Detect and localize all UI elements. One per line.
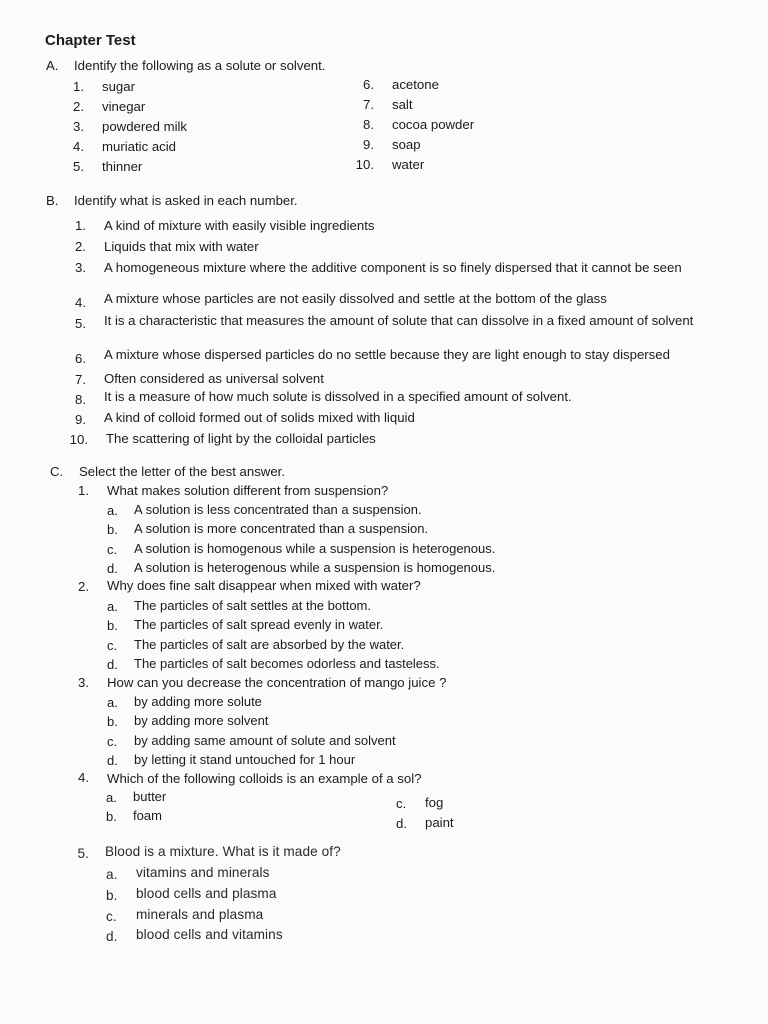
option-text: A solution is homogenous while a suspension is heterogenous. [134,541,496,556]
option-letter: c. [107,638,118,653]
option-letter: b. [107,522,118,537]
section-b-item-text: A kind of colloid formed out of solids mixed with liquid [104,410,415,425]
option-letter: b. [106,809,117,824]
option-letter: b. [107,714,118,729]
section-a-item-num: 4. [73,139,84,154]
option-letter: a. [107,503,118,518]
option-text: paint [425,815,454,830]
question-num: 5. [77,846,89,861]
question-num: 3. [78,675,89,690]
question-num: 4. [78,770,89,785]
section-a-item-num: 6. [363,77,374,92]
section-a-item-text: cocoa powder [392,117,475,132]
section-b-item-text: It is a measure of how much solute is dissolved in a specified amount of solvent. [104,389,572,404]
option-text: by adding same amount of solute and solvent [134,733,396,748]
option-letter: d. [106,929,118,944]
option-letter: d. [107,753,118,768]
section-a-item-num: 9. [363,137,374,152]
section-a-item-text: acetone [392,77,439,92]
option-text: fog [425,795,444,810]
section-b-item-num: 6. [75,351,86,366]
section-b-item-text: A mixture whose dispersed particles do no settle because they are light enough to stay dispersed [104,347,670,362]
option-letter: c. [107,542,118,557]
option-letter: c. [107,734,118,749]
section-a-item-num: 7. [363,97,374,112]
option-letter: d. [107,657,118,672]
section-b-item-text: A homogeneous mixture where the additive component is so finely dispersed that it cannot be seen [104,260,682,275]
section-b-item-text: Often considered as universal solvent [104,371,324,386]
option-text: vitamins and minerals [136,865,270,880]
option-letter: c. [106,909,117,924]
section-a-item-num: 3. [73,119,84,134]
section-b-item-num: 2. [75,239,86,254]
option-text: by letting it stand untouched for 1 hour [134,752,356,767]
section-b-item-num: 8. [75,392,86,407]
section-a-item-num: 2. [73,99,84,114]
option-letter: a. [107,695,118,710]
section-b-item-num: 10. [69,432,88,447]
option-text: foam [133,808,162,823]
question-text: Blood is a mixture. What is it made of? [105,844,341,859]
section-b-item-num: 5. [75,316,86,331]
section-b-item-num: 9. [75,412,86,427]
question-num: 1. [78,483,89,498]
section-a-item-num: 8. [363,117,374,132]
section-b-item-text: A kind of mixture with easily visible ingredients [104,218,375,233]
option-text: The particles of salt are absorbed by the water. [134,637,405,652]
question-text: Which of the following colloids is an example of a sol? [107,771,422,786]
option-text: A solution is more concentrated than a suspension. [134,521,429,536]
section-a-item-text: thinner [102,159,143,174]
question-text: What makes solution different from suspension? [107,483,389,498]
option-letter: a. [106,867,118,882]
section-b-item-num: 3. [75,260,86,275]
option-text: blood cells and plasma [136,886,277,901]
section-a-item-num: 10. [355,157,374,172]
question-num: 2. [78,579,89,594]
question-text: How can you decrease the concentration of mango juice ? [107,675,447,690]
section-a-item-num: 1. [73,79,84,94]
question-text: Why does fine salt disappear when mixed with water? [107,578,421,593]
option-letter: c. [396,796,407,811]
section-b-item-num: 1. [75,218,86,233]
option-text: The particles of salt spread evenly in water. [134,617,384,632]
section-a-item-text: sugar [102,79,135,94]
section-b-instruction: Identify what is asked in each number. [74,193,298,208]
section-b-letter: B. [46,193,59,208]
section-b-item-text: It is a characteristic that measures the amount of solute that can dissolve in a fixed amount of solvent [104,313,694,328]
option-letter: d. [396,816,407,831]
option-letter: a. [107,599,118,614]
section-b-item-num: 4. [75,295,86,310]
section-a-item-text: salt [392,97,413,112]
option-letter: a. [106,790,117,805]
section-a-item-text: water [392,157,425,172]
section-a-item-text: vinegar [102,99,146,114]
section-a-item-text: powdered milk [102,119,188,134]
section-b-item-text: The scattering of light by the colloidal particles [106,431,376,446]
option-text: A solution is heterogenous while a suspension is homogenous. [134,560,496,575]
option-letter: d. [107,561,118,576]
option-text: by adding more solvent [134,713,269,728]
section-a-item-text: soap [392,137,421,152]
option-text: by adding more solute [134,694,262,709]
section-a-item-text: muriatic acid [102,139,177,154]
option-text: The particles of salt settles at the bottom. [134,598,372,613]
page-title: Chapter Test [45,32,136,49]
option-text: blood cells and vitamins [136,927,283,942]
option-text: The particles of salt becomes odorless and tasteless. [134,656,440,671]
option-text: minerals and plasma [136,907,264,922]
section-b-item-text: A mixture whose particles are not easily dissolved and settle at the bottom of the glass [104,291,607,306]
option-text: butter [133,789,167,804]
section-c-instruction: Select the letter of the best answer. [79,464,285,479]
option-letter: b. [107,618,118,633]
section-a-item-num: 5. [73,159,84,174]
option-text: A solution is less concentrated than a suspension. [134,502,422,517]
section-a-letter: A. [46,58,59,73]
option-letter: b. [106,888,118,903]
section-a-instruction: Identify the following as a solute or solvent. [74,58,326,73]
section-b-item-num: 7. [75,372,86,387]
section-b-item-text: Liquids that mix with water [104,239,259,254]
section-c-letter: C. [50,464,64,479]
